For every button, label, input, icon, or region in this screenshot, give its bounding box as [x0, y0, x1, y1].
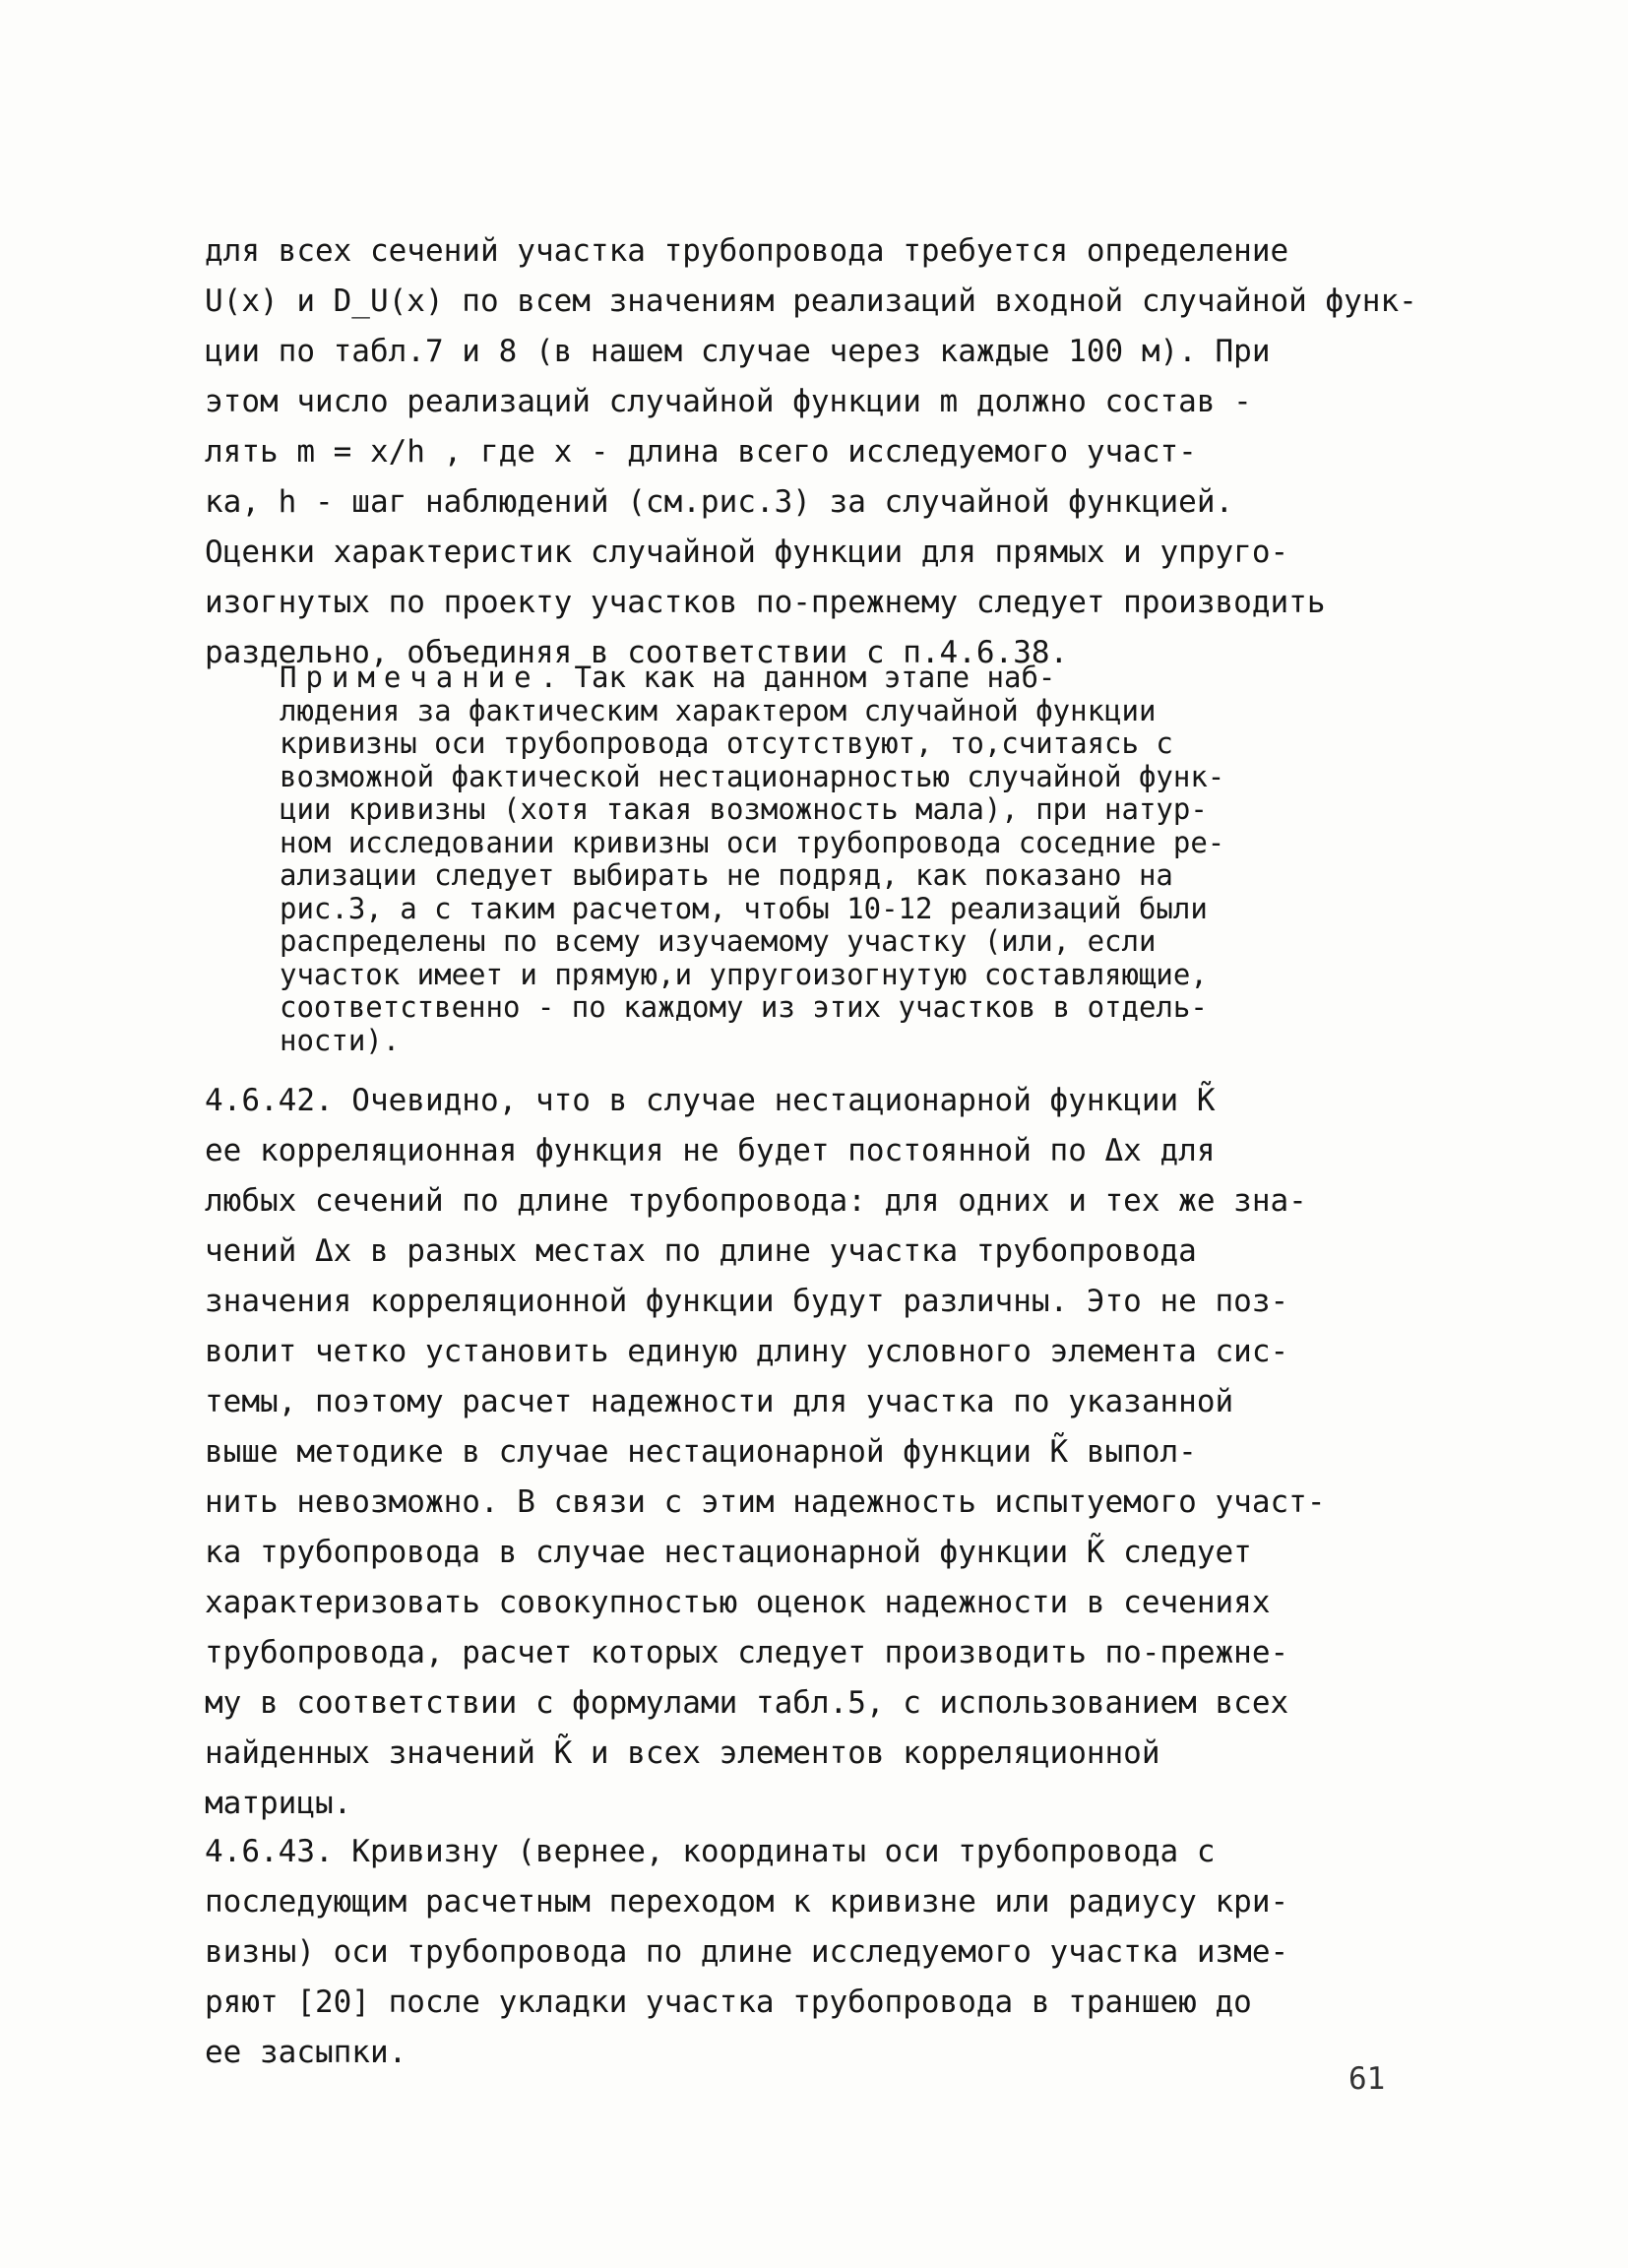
- text-line: чений Δx в разных местах по длине участка трубопровода: [205, 1233, 1197, 1269]
- note-line: ном исследовании кривизны оси трубопровода соседние ре-: [280, 825, 1225, 859]
- text-line: Оценки характеристик случайной функции для прямых и упруго-: [205, 535, 1289, 570]
- note-first-line: [280, 662, 1382, 695]
- note-label: Примечание: [280, 661, 540, 694]
- text-line: матрицы.: [205, 1786, 352, 1821]
- text-line: ряют [20] после укладки участка трубопровода в траншею до: [205, 1984, 1252, 2020]
- text-line: выше методике в случае нестационарной функции K̃ выпол-: [205, 1434, 1197, 1470]
- text-line: этом число реализаций случайной функции m должно состав -: [205, 384, 1252, 419]
- section-4-6-43: [205, 1827, 1435, 2078]
- note-line: ции кривизны (хотя такая возможность мала), при натур-: [280, 792, 1208, 826]
- page-number: 61: [1348, 2061, 1386, 2097]
- note-line: людения за фактическим характером случайной функции: [280, 693, 1157, 727]
- text-line: ка, h - шаг наблюдений (см.рис.3) за случайной функцией.: [205, 484, 1234, 520]
- section-4-6-42: [205, 1076, 1435, 1829]
- note-line: рис.3, а с таким расчетом, чтобы 10-12 реализаций были: [280, 891, 1208, 925]
- text-line: ции по табл.7 и 8 (в нашем случае через каждые 100 м). При: [205, 334, 1271, 369]
- text-line: 4.6.43. Кривизну (вернее, координаты оси трубопровода с: [205, 1834, 1216, 1869]
- text-line: найденных значений K̃ и всех элементов корреляционной: [205, 1735, 1160, 1771]
- text-line: последующим расчетным переходом к кривизне или радиусу кри-: [205, 1884, 1289, 1920]
- note-line: кривизны оси трубопровода отсутствуют, то,считаясь с: [280, 726, 1173, 760]
- text-line: ка трубопровода в случае нестационарной функции K̃ следует: [205, 1535, 1252, 1570]
- note-line: распределены по всему изучаемому участку (или, если: [280, 924, 1157, 958]
- text-line: ее корреляционная функция не будет постоянной по Δx для: [205, 1133, 1216, 1168]
- note-line: ализации следует выбирать не подряд, как показано на: [280, 858, 1173, 892]
- text-line: му в соответствии с формулами табл.5, с использованием всех: [205, 1685, 1289, 1721]
- text-line: визны) оси трубопровода по длине исследуемого участка изме-: [205, 1934, 1289, 1970]
- note-line: соответственно - по каждому из этих участков в отдель-: [280, 990, 1208, 1024]
- text-line: раздельно, объединяя в соответствии с п.4.6.38.: [205, 635, 1069, 670]
- paragraph-continuation: [205, 226, 1435, 678]
- text-line: любых сечений по длине трубопровода: для одних и тех же зна-: [205, 1183, 1307, 1219]
- text-line: для всех сечений участка трубопровода требуется определение: [205, 233, 1289, 269]
- note-line: ности).: [280, 1023, 401, 1057]
- text-line: темы, поэтому расчет надежности для участка по указанной: [205, 1384, 1234, 1419]
- text-line: изогнутых по проекту участков по-прежнему следует производить: [205, 585, 1326, 620]
- text-line: 4.6.42. Очевидно, что в случае нестационарной функции K̃: [205, 1083, 1216, 1118]
- text-line: U(x) и D_U(x) по всем значениям реализаций входной случайной функ-: [205, 284, 1417, 319]
- text-line: нить невозможно. В связи с этим надежность испытуемого участ-: [205, 1484, 1326, 1520]
- text-line: волит четко установить единую длину условного элемента сис-: [205, 1334, 1289, 1369]
- text-line: лять m = x/h , где x - длина всего исследуемого участ-: [205, 434, 1197, 470]
- text-line: характеризовать совокупностью оценок надежности в сечениях: [205, 1585, 1271, 1620]
- note-first-line-rest: . Так как на данном этапе наб-: [539, 661, 1056, 694]
- text-line: трубопровода, расчет которых следует производить по-прежне-: [205, 1635, 1289, 1670]
- text-line: ее засыпки.: [205, 2035, 407, 2070]
- note-line: возможной фактической нестационарностью случайной функ-: [280, 759, 1225, 793]
- note-line: участок имеет и прямую,и упругоизогнутую составляющие,: [280, 957, 1208, 991]
- note-block: [280, 662, 1382, 1057]
- text-line: значения корреляционной функции будут различны. Это не поз-: [205, 1284, 1289, 1319]
